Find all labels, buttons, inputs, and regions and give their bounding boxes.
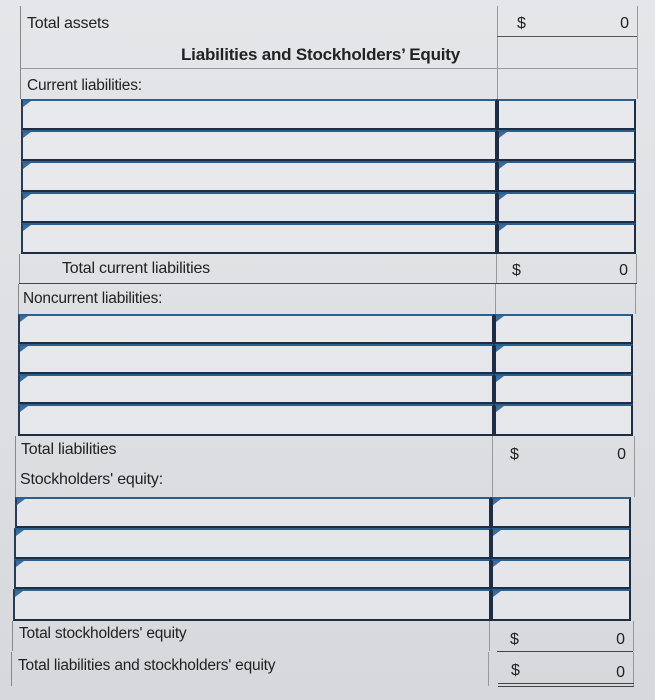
dropdown-marker	[23, 163, 31, 169]
total-assets-currency: $	[517, 15, 526, 32]
noncurrent-liability-name-input-1[interactable]	[18, 314, 494, 344]
current-liability-name-input-3[interactable]	[21, 161, 497, 192]
noncurrent-liability-amount-input-2[interactable]	[494, 344, 633, 374]
noncurrent-liability-name-input-2[interactable]	[18, 344, 494, 374]
total-assets-row	[20, 6, 638, 38]
dropdown-marker	[20, 316, 28, 322]
total-stockholders-equity-value: 0	[616, 631, 625, 648]
current-liability-name-input-4[interactable]	[21, 192, 497, 223]
total-current-liabilities-label: Total current liabilities	[62, 260, 210, 277]
total-liabilities-row	[15, 436, 635, 466]
dropdown-marker	[23, 101, 31, 107]
section-heading-row	[20, 38, 638, 69]
equity-amount-input-1[interactable]	[491, 497, 631, 528]
grand-total-value: 0	[616, 664, 625, 681]
dropdown-marker	[23, 132, 31, 138]
equity-amount-input-4[interactable]	[491, 589, 631, 621]
grand-total-label: Total liabilities and stockholders' equity	[18, 657, 276, 674]
cell-divider	[489, 621, 490, 651]
cell-divider	[488, 652, 489, 686]
dropdown-marker	[493, 561, 501, 567]
dropdown-marker	[493, 591, 501, 597]
current-liability-name-input-5[interactable]	[21, 223, 497, 254]
dropdown-marker	[496, 316, 504, 322]
cell-divider	[492, 466, 493, 497]
dropdown-marker	[496, 376, 504, 382]
dropdown-marker	[15, 591, 23, 597]
total-liabilities-value: 0	[617, 446, 626, 463]
equity-name-input-4[interactable]	[13, 589, 491, 621]
total-liabilities-currency: $	[510, 446, 519, 463]
current-liabilities-heading-row	[20, 69, 638, 99]
divider	[498, 686, 634, 687]
current-liability-amount-input-1[interactable]	[497, 99, 636, 130]
noncurrent-liability-amount-input-4[interactable]	[494, 404, 633, 436]
cell-divider	[492, 436, 493, 466]
stockholders-equity-heading: Stockholders' equity:	[20, 471, 163, 488]
cell-divider	[497, 6, 498, 38]
dropdown-marker	[499, 194, 507, 200]
dropdown-marker	[499, 163, 507, 169]
current-liability-name-input-2[interactable]	[21, 130, 497, 161]
total-stockholders-equity-row	[12, 621, 634, 651]
dropdown-marker	[496, 406, 504, 412]
dropdown-marker	[16, 530, 24, 536]
total-liabilities-label: Total liabilities	[21, 441, 117, 458]
grand-total-row	[11, 652, 634, 686]
current-liability-amount-input-2[interactable]	[497, 130, 636, 161]
dropdown-marker	[496, 346, 504, 352]
total-stockholders-equity-label: Total stockholders' equity	[19, 625, 187, 642]
equity-amount-input-3[interactable]	[491, 559, 631, 589]
grand-total-currency: $	[511, 662, 520, 679]
dropdown-marker	[493, 499, 501, 505]
noncurrent-liability-amount-input-3[interactable]	[494, 374, 633, 404]
total-stockholders-equity-currency: $	[510, 631, 519, 648]
current-liability-amount-input-5[interactable]	[497, 223, 636, 254]
total-assets-label: Total assets	[27, 15, 110, 32]
dropdown-marker	[499, 225, 507, 231]
total-assets-underline	[497, 36, 637, 37]
cell-divider	[495, 284, 496, 314]
dropdown-marker	[20, 376, 28, 382]
cell-divider	[497, 38, 498, 69]
stockholders-equity-heading-row	[15, 466, 635, 497]
total-current-liabilities-currency: $	[512, 262, 521, 279]
equity-name-input-1[interactable]	[15, 497, 491, 528]
dropdown-marker	[23, 225, 31, 231]
dropdown-marker	[20, 346, 28, 352]
noncurrent-liabilities-heading: Noncurrent liabilities:	[23, 290, 163, 307]
total-assets-value: 0	[620, 15, 629, 32]
section-heading: Liabilities and Stockholders’ Equity	[181, 45, 461, 64]
equity-amount-input-2[interactable]	[491, 528, 631, 559]
cell-divider	[497, 69, 498, 99]
total-current-liabilities-value: 0	[619, 262, 628, 279]
current-liability-amount-input-4[interactable]	[497, 192, 636, 223]
divider	[498, 683, 634, 684]
dropdown-marker	[17, 499, 25, 505]
equity-name-input-3[interactable]	[14, 559, 491, 589]
dropdown-marker	[493, 530, 501, 536]
noncurrent-liabilities-heading-row	[18, 284, 636, 314]
dropdown-marker	[499, 132, 507, 138]
cell-divider	[496, 254, 497, 284]
current-liability-name-input-1[interactable]	[21, 99, 497, 130]
noncurrent-liability-name-input-3[interactable]	[18, 374, 494, 404]
current-liabilities-heading: Current liabilities:	[27, 77, 142, 94]
noncurrent-liability-name-input-4[interactable]	[18, 404, 494, 436]
noncurrent-liability-amount-input-1[interactable]	[494, 314, 633, 344]
total-current-liabilities-row	[19, 254, 637, 284]
dropdown-marker	[23, 194, 31, 200]
current-liability-amount-input-3[interactable]	[497, 161, 636, 192]
dropdown-marker	[20, 406, 28, 412]
equity-name-input-2[interactable]	[14, 528, 491, 559]
dropdown-marker	[16, 561, 24, 567]
